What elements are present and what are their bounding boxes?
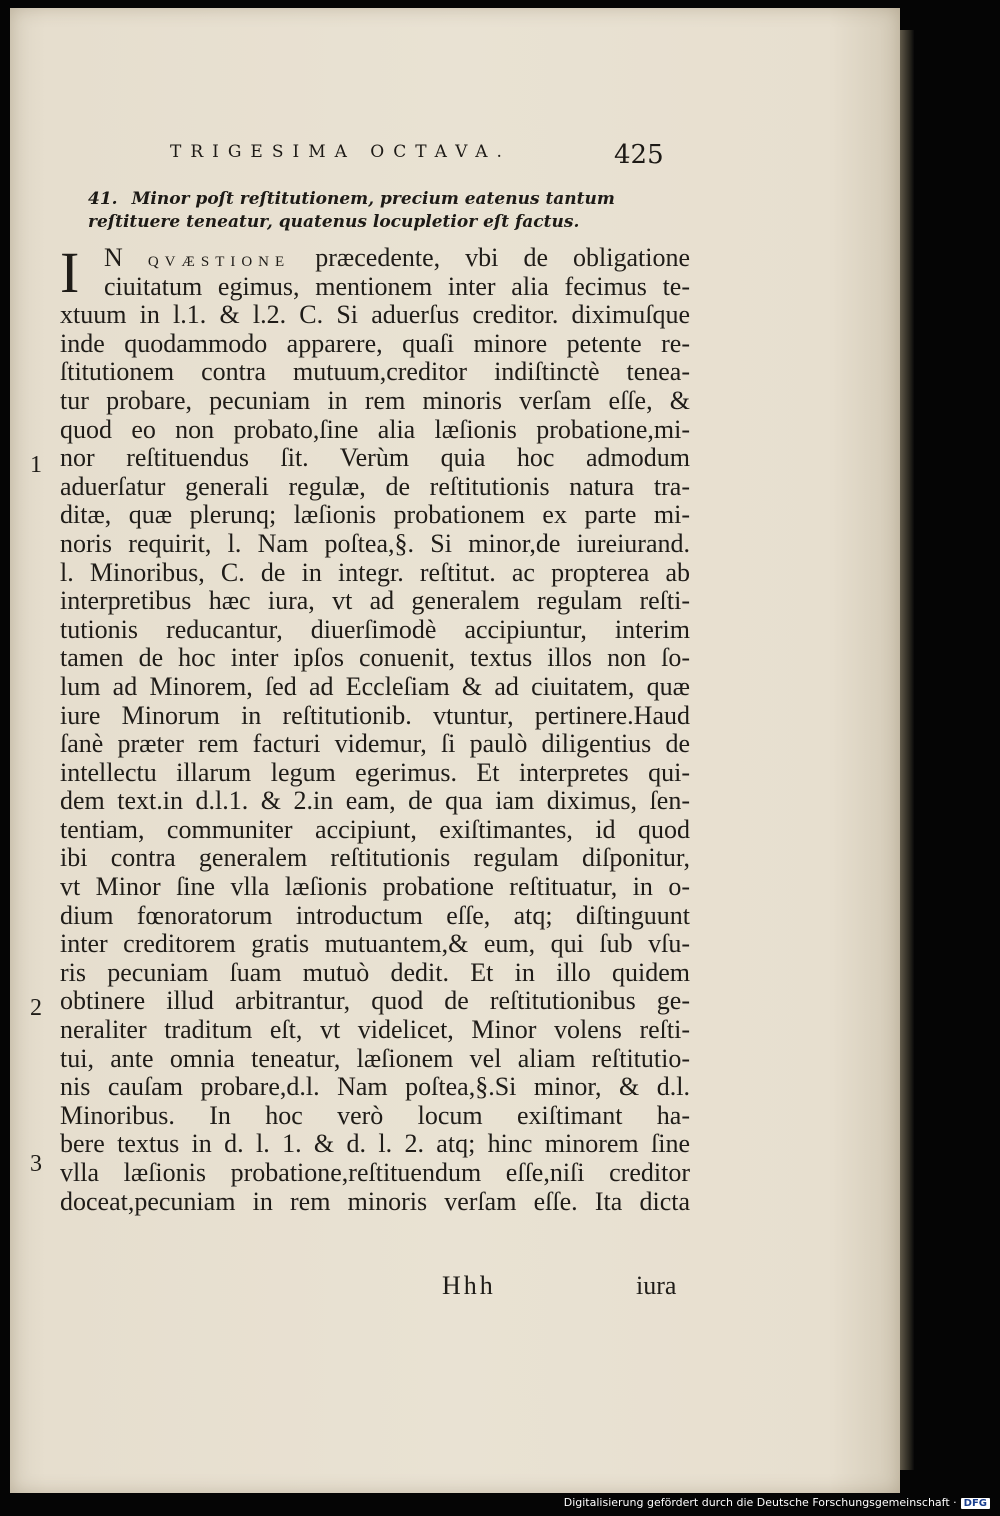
text-line: inde quodammodo apparere, quaſi minore petente re-	[60, 328, 690, 358]
text-line: tentiam, communiter accipiunt, exiſtimantes, id quod	[60, 814, 690, 844]
text-line	[60, 244, 690, 273]
digitization-footer	[564, 1496, 990, 1509]
text-line: nis cauſam probare,d.l. Nam poſtea,§.Si minor, & d.l.	[60, 1072, 690, 1102]
text-line: l. Minoribus, C. de in integr. reſtitut. ac propterea ab	[60, 557, 690, 587]
text-line: ibi contra generalem reſtitutionis regulam diſponitur,	[60, 843, 690, 873]
text-line: neraliter traditum eſt, vt videlicet, Minor volens reſti-	[60, 1015, 690, 1045]
smallcaps-word: QVÆSTIONE	[147, 254, 291, 270]
margin-number: 3	[30, 1151, 42, 1177]
text-line: interpretibus hæc iura, vt ad generalem regulam reſti-	[60, 586, 690, 616]
lead-letter: N	[104, 243, 123, 272]
running-head: TRIGESIMA OCTAVA.	[170, 142, 511, 162]
text-line: dium fœnoratorum introductum eſſe, atq; diſtinguunt	[60, 900, 690, 930]
summary-number: 41.	[88, 189, 118, 209]
text-line: obtinere illud arbitrantur, quod de reſtitutionibus ge-	[60, 986, 690, 1016]
text-line: ſanè præter rem facturi videmur, ſi paulò diligentius de	[60, 729, 690, 759]
marginal-summary	[88, 188, 688, 234]
text-line: ſtitutionem contra mutuum,creditor indiſtinctè tenea-	[60, 357, 690, 387]
text-line: tamen de hoc inter ipſos conuenit, textus illos non ſo-	[60, 643, 690, 673]
text-line: nor reſtituendus ſit. Verùm quia hoc admodum	[60, 443, 690, 473]
page-number: 425	[614, 140, 664, 170]
drop-capital: I	[60, 240, 80, 305]
text-line: iure Minorum in reſtitutionib. vtuntur, pertinere.Haud	[60, 700, 690, 730]
text-line: doceat,pecuniam in rem minoris verſam eſſe. Ita dicta	[60, 1186, 690, 1216]
text-line: dem text.in d.l.1. & 2.in eam, de qua iam diximus, ſen-	[60, 786, 690, 816]
text-line: aduerſatur generali regulæ, de reſtitutionis natura tra-	[60, 471, 690, 501]
page-edge-shadow	[900, 30, 914, 1470]
footer-text: Digitalisierung gefördert durch die Deutsche Forschungsgemeinschaft ·	[563, 1496, 957, 1509]
text-line: quod eo non probato,ſine alia læſionis probatione,mi-	[60, 414, 690, 444]
text-line: inter creditorem gratis mutuantem,& eum, qui ſub vſu-	[60, 929, 690, 959]
text-line: intellectu illarum legum egerimus. Et interpretes qui-	[60, 757, 690, 787]
text-line: tui, ante omnia teneatur, læſionem vel aliam reſtitutio-	[60, 1043, 690, 1073]
text-line: tur probare, pecuniam in rem minoris verſam eſſe, &	[60, 385, 690, 415]
margin-number: 1	[30, 452, 42, 478]
text-line: bere textus in d. l. 1. & d. l. 2. atq; hinc minorem ſine	[60, 1129, 690, 1159]
line-text: præcedente, vbi de obligatione	[290, 243, 691, 272]
text-line: noris requirit, l. Nam poſtea,§. Si minor,de iureiurand.	[60, 528, 690, 558]
text-line: ciuitatum egimus, mentionem inter alia fecimus te-	[104, 271, 690, 301]
text-line: ris pecuniam ſuam mutuò dedit. Et in illo quidem	[60, 957, 690, 987]
margin-number: 2	[30, 995, 42, 1021]
body-text	[60, 240, 691, 1216]
text-line: xtuum in l.1. & l.2. C. Si aduerſus creditor. diximuſque	[60, 300, 690, 330]
text-line: vt Minor ſine vlla læſionis probatione reſtituatur, in o-	[60, 872, 690, 902]
signature-mark: Hhh	[442, 1271, 496, 1300]
text-line: tutionis reducantur, diuerſimodè accipiuntur, interim	[60, 614, 690, 644]
text-line: lum ad Minorem, ſed ad Eccleſiam & ad ciuitatem, quæ	[60, 671, 690, 701]
text-line: Minoribus. In hoc verò locum exiſtimant ha-	[60, 1100, 690, 1130]
text-line: vlla læſionis probatione,reſtituendum eſſe,niſi creditor	[60, 1158, 690, 1187]
dfg-logo: DFG	[961, 1498, 990, 1509]
summary-text: Minor poſt reſtitutionem, precium eatenus tantum reſtituere teneatur, quatenus locupletior eſt factus.	[88, 189, 615, 232]
text-line: ditæ, quæ plerunq; læſionis probationem ex parte mi-	[60, 500, 690, 530]
catchword: iura	[636, 1271, 677, 1300]
